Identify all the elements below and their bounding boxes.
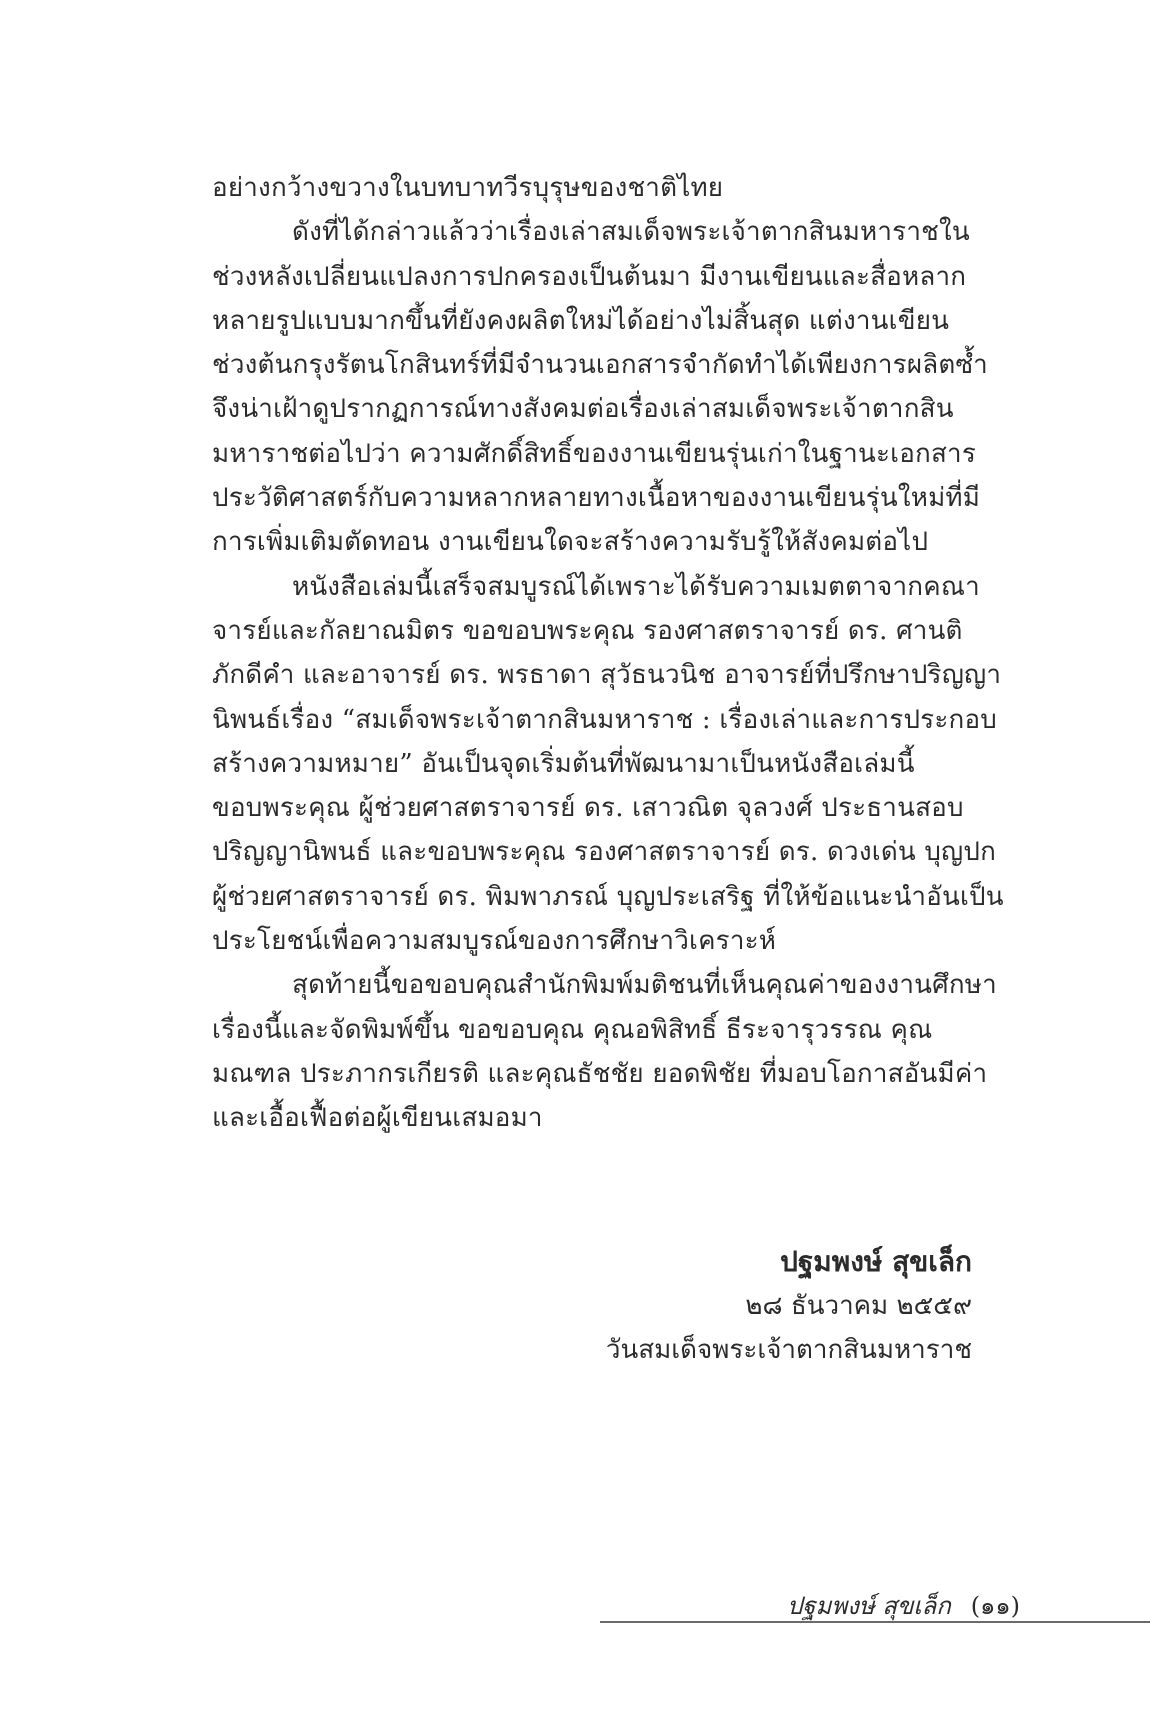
page-number: (๑๑) <box>970 1592 1020 1620</box>
signature-date: ๒๘ ธันวาคม ๒๕๕๙ <box>745 1291 972 1321</box>
body-line: มหาราชต่อไปว่า ความศักดิ์สิทธิ์ของงานเขียนรุ่นเก่าในฐานะเอกสาร <box>212 438 976 469</box>
body-line: เรื่องนี้และจัดพิมพ์ขึ้น ขอขอบคุณ คุณอพิสิทธิ์ ธีระจารุวรรณ คุณ <box>212 1014 933 1045</box>
body-line: ปริญญานิพนธ์ และขอบพระคุณ รองศาสตราจารย์ ดร. ดวงเด่น บุญปก <box>212 837 997 868</box>
body-line: การเพิ่มเติมตัดทอน งานเขียนใดจะสร้างความรับรู้ให้สังคมต่อไป <box>212 527 929 558</box>
body-line: ประโยชน์เพื่อความสมบูรณ์ของการศึกษาวิเคราะห์ <box>212 926 777 957</box>
signature-occasion: วันสมเด็จพระเจ้าตากสินมหาราช <box>605 1335 972 1365</box>
signature-block <box>606 1240 972 1372</box>
page-footer <box>787 1586 1020 1625</box>
signature-name: ปฐมพงษ์ สุขเล็ก <box>780 1245 972 1278</box>
footer-author: ปฐมพงษ์ สุขเล็ก <box>787 1592 951 1620</box>
body-line: ช่วงหลังเปลี่ยนแปลงการปกครองเป็นต้นมา มีงานเขียนและสื่อหลาก <box>212 261 967 292</box>
body-text <box>212 166 1004 1141</box>
body-line: ดังที่ได้กล่าวแล้วว่าเรื่องเล่าสมเด็จพระเจ้าตากสินมหาราชใน <box>292 217 970 248</box>
body-line: นิพนธ์เรื่อง “สมเด็จพระเจ้าตากสินมหาราช : เรื่องเล่าและการประกอบ <box>212 704 997 735</box>
body-line: ภักดีคำ และอาจารย์ ดร. พรธาดา สุวัธนวนิช อาจารย์ที่ปรึกษาปริญญา <box>212 660 1002 691</box>
body-line: จึงน่าเฝ้าดูปรากฏการณ์ทางสังคมต่อเรื่องเล่าสมเด็จพระเจ้าตากสิน <box>212 394 954 425</box>
footer-divider <box>600 1621 1150 1623</box>
body-line: หลายรูปแบบมากขึ้นที่ยังคงผลิตใหม่ได้อย่างไม่สิ้นสุด แต่งานเขียน <box>212 305 950 336</box>
body-line: ขอบพระคุณ ผู้ช่วยศาสตราจารย์ ดร. เสาวณิต จุลวงศ์ ประธานสอบ <box>212 793 964 824</box>
body-line: มณฑล ประภากรเกียรติ และคุณธัชชัย ยอดพิชัย ที่มอบโอกาสอันมีค่า <box>212 1058 988 1089</box>
body-line: ประวัติศาสตร์กับความหลากหลายทางเนื้อหาของงานเขียนรุ่นใหม่ที่มี <box>212 483 981 514</box>
body-line: และเอื้อเฟื้อต่อผู้เขียนเสมอมา <box>212 1103 543 1134</box>
body-line: สุดท้ายนี้ขอขอบคุณสำนักพิมพ์มติชนที่เห็นคุณค่าของงานศึกษา <box>292 970 997 1001</box>
body-line: สร้างความหมาย” อันเป็นจุดเริ่มต้นที่พัฒนามาเป็นหนังสือเล่มนี้ <box>212 748 915 779</box>
body-line: ช่วงต้นกรุงรัตนโกสินทร์ที่มีจำนวนเอกสารจำกัดทำได้เพียงการผลิตซ้ำ <box>212 350 988 381</box>
body-line: หนังสือเล่มนี้เสร็จสมบูรณ์ได้เพราะได้รับความเมตตาจากคณา <box>292 571 980 602</box>
body-line: ผู้ช่วยศาสตราจารย์ ดร. พิมพาภรณ์ บุญประเสริฐ ที่ให้ข้อแนะนำอันเป็น <box>212 881 1004 912</box>
body-line: อย่างกว้างขวางในบทบาทวีรบุรุษของชาติไทย <box>212 173 724 203</box>
body-line: จารย์และกัลยาณมิตร ขอขอบพระคุณ รองศาสตราจารย์ ดร. ศานติ <box>212 615 963 646</box>
